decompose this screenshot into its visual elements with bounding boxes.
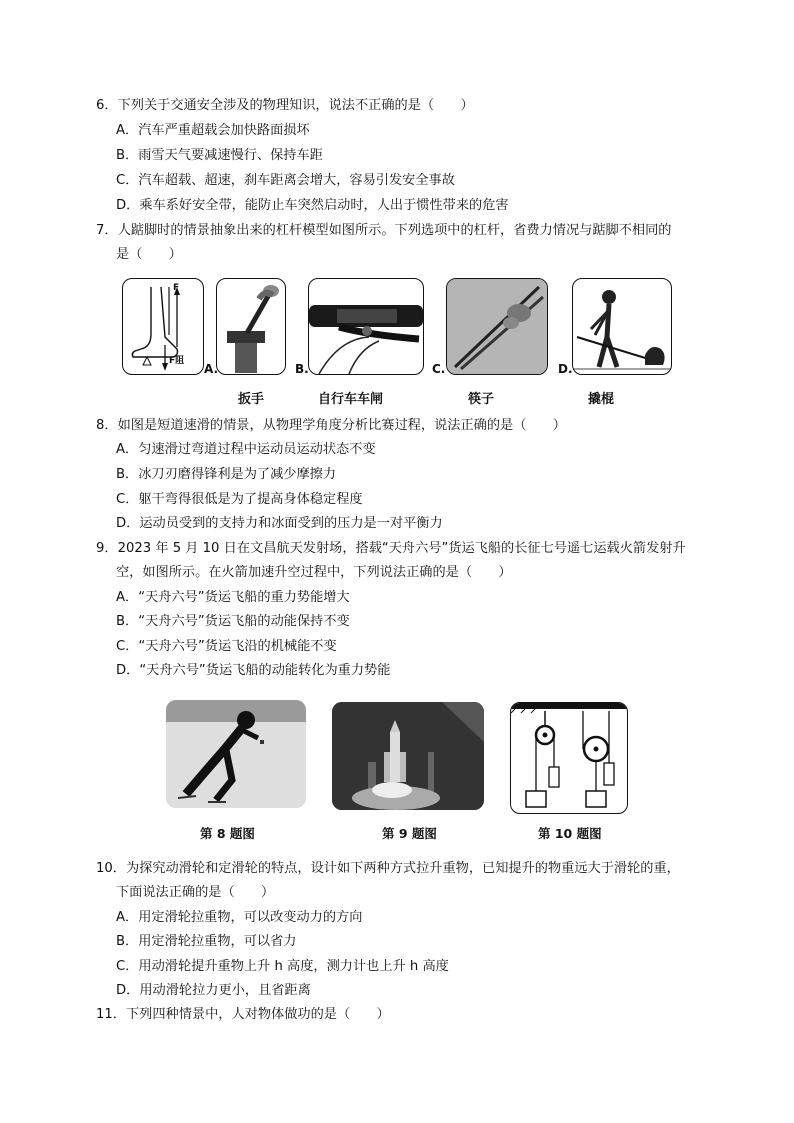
option-d-crowbar-figure <box>572 278 672 375</box>
q6-option-d: D．乘车系好安全带，能防止车突然启动时，人出于惯性带来的危害 <box>116 198 509 213</box>
bike-brake-drawing <box>309 279 423 374</box>
q7-stem-line2: 是（ ） <box>116 247 182 262</box>
q6-option-c: C．汽车超载、超速，刹车距离会增大，容易引发安全事故 <box>116 173 455 188</box>
option-c-chopsticks-figure <box>446 278 548 375</box>
q9-stem-line1: 9．2023 年 5 月 10 日在文昌航天发射场，搭载“天舟六号”货运飞船的长征七号遥七运载火箭发射升 <box>96 541 686 556</box>
option-b-letter: B. <box>295 362 309 376</box>
option-c-letter: C. <box>432 362 446 376</box>
force-f-label: F <box>173 283 180 293</box>
option-a-letter: A. <box>204 362 219 376</box>
q9-option-a: A．“天舟六号”货运飞船的重力势能增大 <box>116 590 350 605</box>
q10-option-d: D．用动滑轮拉力更小，且省距离 <box>116 983 311 998</box>
crowbar-drawing <box>573 279 671 374</box>
caption-crowbar: 撬棍 <box>588 392 615 407</box>
q8-option-a: A．匀速滑过弯道过程中运动员运动状态不变 <box>116 442 376 457</box>
q6-option-b: B．雨雪天气要减速慢行、保持车距 <box>116 148 323 163</box>
q10-stem-line2: 下面说法正确的是（ ） <box>116 885 275 900</box>
figure-8-caption: 第 8 题图 <box>200 826 255 841</box>
foot-lever-model-figure <box>122 278 204 375</box>
foot-lever-drawing <box>123 279 203 374</box>
speed-skater-drawing <box>166 700 306 808</box>
option-b-bike-brake-figure <box>308 278 424 375</box>
chopsticks-drawing <box>447 279 547 374</box>
option-a-wrench-figure <box>216 278 286 375</box>
wrench-drawing <box>217 279 285 374</box>
rocket-launch-drawing <box>332 702 484 810</box>
q8-option-d: D．运动员受到的支持力和冰面受到的压力是一对平衡力 <box>116 516 443 531</box>
q6-option-a: A．汽车严重超载会加快路面损坏 <box>116 123 310 138</box>
caption-chopsticks: 筷子 <box>468 392 495 407</box>
caption-bike-brake: 自行车车闸 <box>318 392 384 407</box>
q6-stem: 6．下列关于交通安全涉及的物理知识，说法不正确的是（ ） <box>96 98 474 113</box>
pulley-setup-figure <box>510 702 628 814</box>
q10-option-b: B．用定滑轮拉重物，可以省力 <box>116 934 297 949</box>
q10-stem-line1: 10．为探究动滑轮和定滑轮的特点，设计如下两种方式拉升重物，已知提升的物重远大于滑轮的重， <box>96 861 680 876</box>
q8-option-b: B．冰刀刃磨得锋利是为了减少摩擦力 <box>116 467 337 482</box>
figure-10-caption: 第 10 题图 <box>538 826 602 841</box>
caption-wrench: 扳手 <box>238 392 265 407</box>
q7-stem-line1: 7．人踮脚时的情景抽象出来的杠杆模型如图所示。下列选项中的杠杆，省费力情况与踮脚不相同的 <box>96 223 672 238</box>
figure-9-caption: 第 9 题图 <box>382 826 437 841</box>
q9-stem-line2: 空，如图所示。在火箭加速升空过程中，下列说法正确的是（ ） <box>116 565 512 580</box>
q8-option-c: C．躯干弯得很低是为了提高身体稳定程度 <box>116 492 363 507</box>
q10-option-a: A．用定滑轮拉重物，可以改变动力的方向 <box>116 910 363 925</box>
q9-option-c: C．“天舟六号”货运飞沿的机械能不变 <box>116 639 337 654</box>
rocket-launch-photo <box>332 702 484 810</box>
q11-stem: 11．下列四种情景中，人对物体做功的是（ ） <box>96 1007 390 1022</box>
option-d-letter: D. <box>558 362 573 376</box>
q10-option-c: C．用动滑轮提升重物上升 h 高度，测力计也上升 h 高度 <box>116 959 449 974</box>
pulley-setup-drawing <box>511 703 627 813</box>
q9-option-d: D．“天舟六号”货运飞船的动能转化为重力势能 <box>116 663 391 678</box>
q8-stem: 8．如图是短道速滑的情景，从物理学角度分析比赛过程，说法正确的是（ ） <box>96 418 566 433</box>
speed-skater-photo <box>166 700 306 808</box>
q9-option-b: B．“天舟六号”货运飞船的动能保持不变 <box>116 614 350 629</box>
force-resistance-label: F阻 <box>169 356 185 366</box>
